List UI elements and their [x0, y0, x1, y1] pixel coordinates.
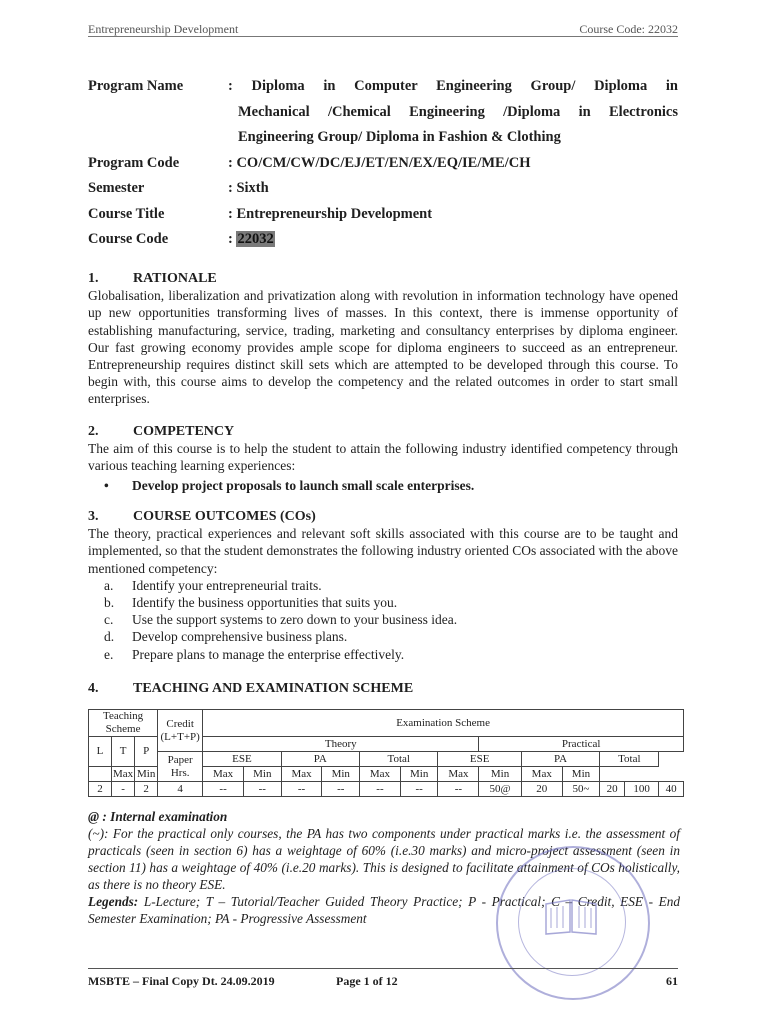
list-marker: a.	[104, 577, 114, 593]
competency-title: COMPETENCY	[133, 424, 235, 439]
table-cell: 4	[158, 782, 203, 797]
list-item-text: Identify your entrepreneurial traits.	[132, 577, 322, 593]
min-header: Min	[244, 767, 282, 782]
footer-sheet-number: 61	[666, 974, 678, 988]
bullet-dot-icon: •	[104, 477, 109, 493]
list-marker: d.	[104, 629, 115, 645]
course-title-value: : Entrepreneurship Development	[228, 205, 433, 222]
outcomes-title: COURSE OUTCOMES (COs)	[133, 509, 316, 524]
scheme-table	[88, 709, 684, 797]
theory-header: Theory	[203, 737, 479, 752]
exam-scheme-header: Examination Scheme	[203, 710, 684, 737]
program-name-value	[228, 74, 678, 151]
min-header: Min	[135, 767, 158, 782]
table-cell: --	[203, 782, 244, 797]
list-item-text: Prepare plans to manage the enterprise effectively.	[132, 646, 405, 662]
program-details	[88, 74, 678, 253]
max-header: Max	[281, 767, 322, 782]
theory-ese-header: ESE	[203, 752, 281, 767]
max-header: Max	[438, 767, 479, 782]
competency-bullet	[88, 477, 678, 494]
section-course-outcomes	[88, 508, 678, 663]
rationale-number: 1.	[88, 271, 99, 286]
running-header	[88, 20, 678, 37]
outcomes-text: The theory, practical experiences and relevant soft skills associated with this course are to be taught and implemented, so that the student demonstrates the following industry oriented COs associated with the above mentioned competency:	[88, 526, 678, 576]
list-marker: e.	[104, 646, 114, 662]
course-code-label: Course Code	[88, 231, 169, 247]
program-name-line-2: Mechanical /Chemical Engineering /Diploma in Electronics	[238, 103, 678, 120]
program-code-value: : CO/CM/CW/DC/EJ/ET/EN/EX/EQ/IE/ME/CH	[228, 154, 531, 171]
program-name-line-1: : Diploma in Computer Engineering Group/ Diploma in	[228, 78, 678, 94]
paper-hrs-header: Paper Hrs.	[158, 752, 203, 782]
course-code-field	[228, 227, 678, 253]
outcomes-number: 3.	[88, 509, 99, 524]
program-name-label: Program Name	[88, 78, 184, 94]
table-cell: --	[244, 782, 282, 797]
section-competency	[88, 423, 678, 494]
competency-text: The aim of this course is to help the student to attain the following industry identified competency through various teaching learning experiences:	[88, 441, 678, 474]
paper-hrs-subheader	[89, 767, 112, 782]
footer-page-number: Page 1 of 12	[336, 974, 398, 988]
footer-copy-date: MSBTE – Final Copy Dt. 24.09.2019	[88, 974, 275, 988]
legends-text: L-Lecture; T – Tutorial/Teacher Guided Theory Practice; P - Practical; C – Credit, ESE - End Semester Examination; PA - Progressive Assessment	[88, 894, 680, 926]
open-book-icon	[542, 896, 600, 936]
table-cell: 50~	[562, 782, 600, 797]
max-header: Max	[521, 767, 562, 782]
scheme-heading	[88, 680, 678, 697]
practical-total-header: Total	[600, 752, 659, 767]
max-header: Max	[360, 767, 401, 782]
semester-value: : Sixth	[228, 180, 269, 196]
list-item	[88, 594, 678, 611]
scheme-number: 4.	[88, 681, 99, 696]
header-course-name: Entrepreneurship Development	[88, 22, 239, 36]
rationale-text: Globalisation, liberalization and privatization along with revolution in information technology have opened up new opportunities transforming lives of masses. In this context, there is immense opportunity of establishing manufacturing, service, trading, marketing and consultancy enterprises by diploma engineer. Our fast growing economy provides ample scope for diploma engineers to succeed as an entrepreneur. Entrepreneurship requires distinct skill sets which are attempted to be developed through this course. To begin with, this course aims to develop the competency and the related outcomes in order to start small enterprises.	[88, 288, 678, 407]
table-cell: -	[112, 782, 135, 797]
list-marker: b.	[104, 595, 115, 611]
max-header: Max	[203, 767, 244, 782]
scheme-title: TEACHING AND EXAMINATION SCHEME	[133, 681, 414, 696]
list-item	[88, 646, 678, 663]
list-marker: c.	[104, 612, 114, 628]
table-cell: 40	[659, 782, 684, 797]
outcomes-list	[88, 577, 678, 663]
program-code-label: Program Code	[88, 154, 180, 171]
table-cell: --	[360, 782, 401, 797]
course-code-prefix: :	[228, 231, 237, 247]
outcomes-heading	[88, 508, 678, 525]
practical-pa-header: PA	[521, 752, 599, 767]
header-course-code: Course Code: 22032	[579, 22, 678, 36]
list-item-text: Use the support systems to zero down to your business idea.	[132, 612, 458, 628]
competency-heading	[88, 423, 678, 440]
min-header: Min	[562, 767, 600, 782]
credit-header: Credit (L+T+P)	[158, 710, 203, 752]
theory-total-header: Total	[360, 752, 438, 767]
table-cell: 20	[521, 782, 562, 797]
practical-ese-header: ESE	[438, 752, 521, 767]
section-rationale	[88, 270, 678, 408]
rationale-heading	[88, 270, 678, 287]
pa-note: (~): For the practical only courses, the PA has two components under practical marks i.e. the assessment of practicals (seen in section 6) has a weightage of 60% (i.e.30 marks) and micro-project assessment (seen in section 11) has a weightage of 40% (i.e.20 marks). This is designed to facilitate attainment of COs holistically, as there is no theory ESE.	[88, 826, 680, 892]
practical-header: Practical	[479, 737, 684, 752]
section-scheme	[88, 680, 678, 697]
program-name-line-3: Engineering Group/ Diploma in Fashion & Clothing	[238, 129, 561, 145]
table-row	[89, 782, 684, 797]
list-item-text: Develop comprehensive business plans.	[132, 629, 348, 645]
min-header: Min	[479, 767, 522, 782]
p-header: P	[135, 737, 158, 767]
min-header: Min	[322, 767, 360, 782]
table-cell: 100	[624, 782, 658, 797]
table-cell: --	[400, 782, 438, 797]
competency-number: 2.	[88, 424, 99, 439]
table-cell: --	[322, 782, 360, 797]
theory-pa-header: PA	[281, 752, 359, 767]
list-item	[88, 611, 678, 628]
course-title-label: Course Title	[88, 205, 165, 222]
table-cell: 2	[89, 782, 112, 797]
semester-label: Semester	[88, 180, 145, 196]
rationale-title: RATIONALE	[133, 271, 217, 286]
list-item	[88, 628, 678, 645]
max-header: Max	[113, 767, 134, 780]
legends-label: Legends:	[88, 894, 139, 909]
table-cell: 2	[135, 782, 158, 797]
list-item-text: Identify the business opportunities that suits you.	[132, 595, 398, 611]
t-header: T	[112, 737, 135, 767]
table-cell: --	[281, 782, 322, 797]
l-header: L	[89, 737, 112, 767]
course-code-value: 22032	[237, 231, 274, 247]
internal-exam-note: @ : Internal examination	[88, 809, 228, 824]
table-cell: 50@	[479, 782, 522, 797]
table-cell: --	[438, 782, 479, 797]
min-header: Min	[400, 767, 438, 782]
table-cell: 20	[600, 782, 625, 797]
teaching-scheme-header: Teaching Scheme	[89, 710, 158, 737]
page-footer	[88, 968, 678, 989]
list-item	[88, 577, 678, 594]
competency-bullet-text: Develop project proposals to launch small scale enterprises.	[132, 477, 475, 493]
